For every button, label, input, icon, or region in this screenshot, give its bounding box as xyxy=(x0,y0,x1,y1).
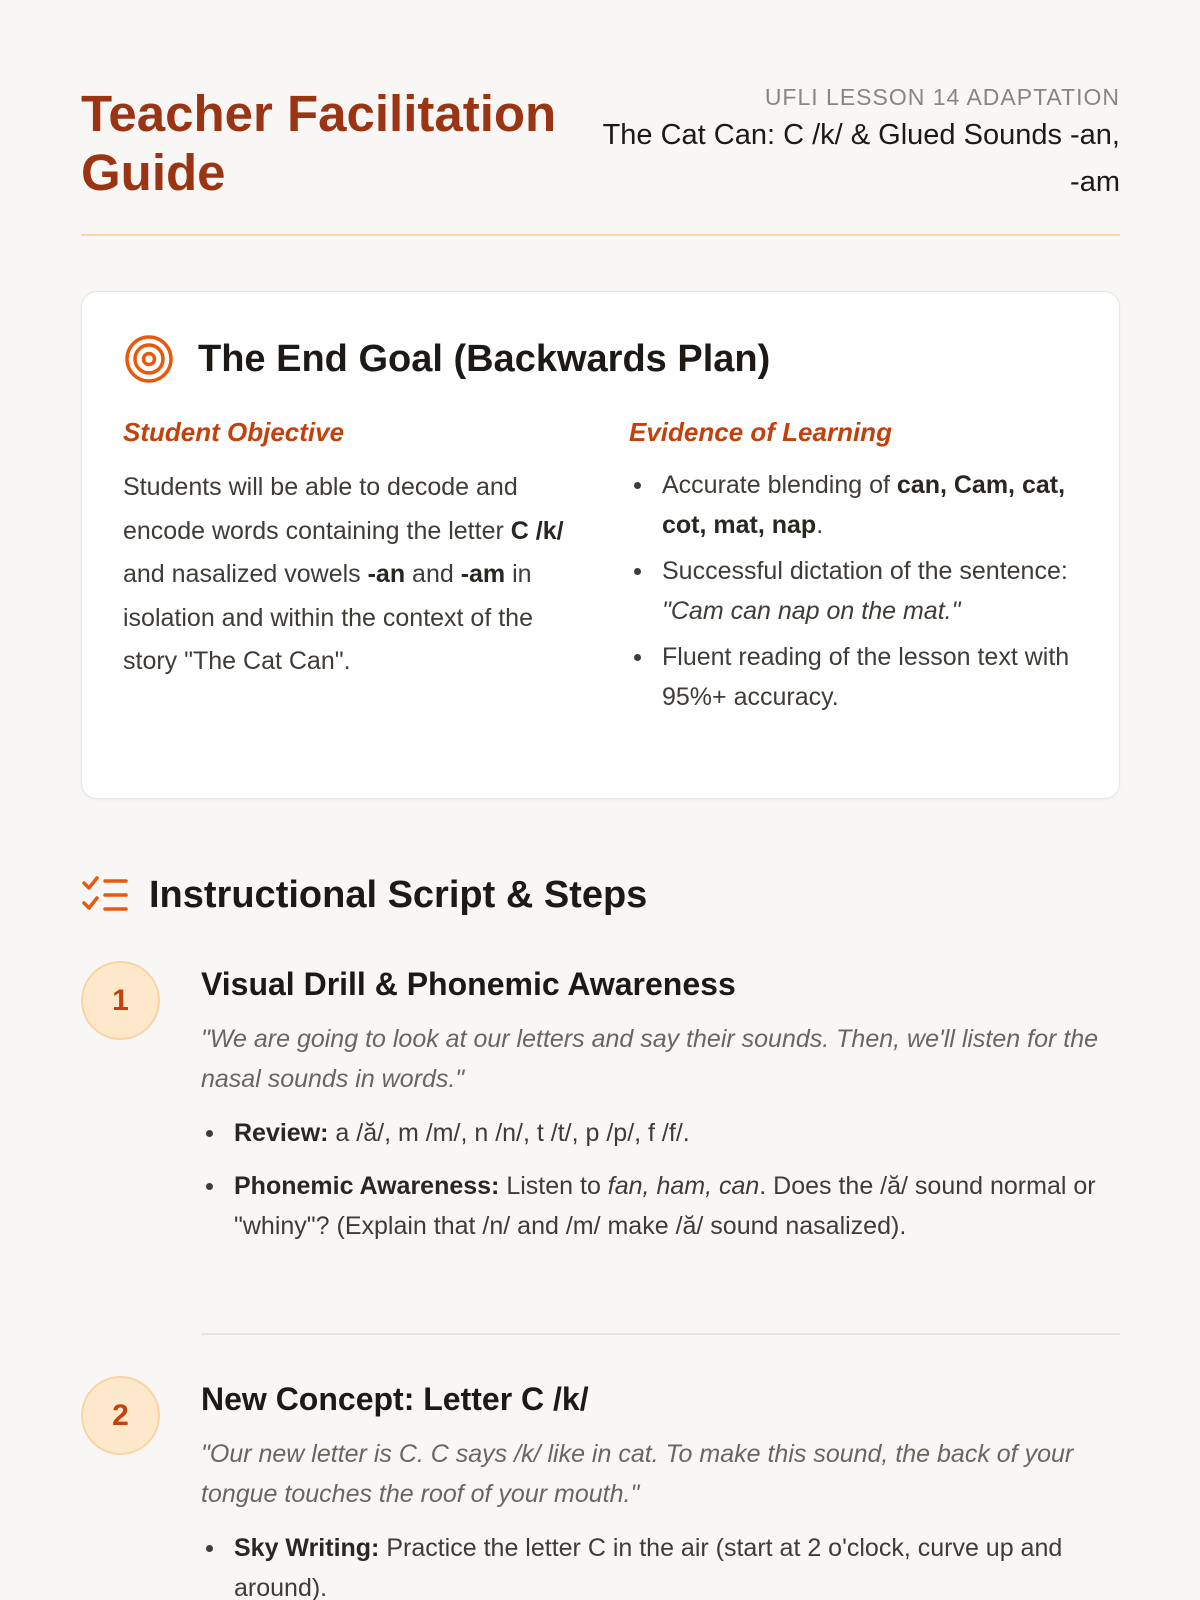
checklist-icon xyxy=(81,875,129,915)
list-item: Fluent reading of the lesson text with 95%+ accuracy. xyxy=(629,637,1089,717)
step-number-badge: 2 xyxy=(81,1376,160,1455)
target-icon xyxy=(124,334,174,384)
step-title: Visual Drill & Phonemic Awareness xyxy=(201,966,736,1002)
step-script-quote: "We are going to look at our letters and say their sounds. Then, we'll listen for the nasal sounds in words." xyxy=(201,1025,1098,1093)
student-objective xyxy=(123,416,583,684)
step-body xyxy=(201,961,1120,1259)
list-item: Accurate blending of can, Cam, cat, cot, mat, nap. xyxy=(629,465,1089,545)
lesson-meta xyxy=(600,84,1120,206)
list-item: Review: a /ă/, m /m/, n /n/, t /t/, p /p/, f /f/. xyxy=(201,1113,1120,1153)
page-header xyxy=(81,84,1120,236)
list-item: Phonemic Awareness: Listen to fan, ham, can. Does the /ă/ sound normal or "whiny"? (Explain that /n/ and /m/ make /ă/ sound nasalized). xyxy=(201,1166,1120,1246)
steps-section-title: Instructional Script & Steps xyxy=(149,873,648,916)
step-number-badge: 1 xyxy=(81,961,160,1040)
evidence-list xyxy=(629,465,1089,717)
end-goal-card xyxy=(81,291,1120,799)
end-goal-header xyxy=(124,334,770,384)
step-script-quote: "Our new letter is C. C says /k/ like in cat. To make this sound, the back of your tongue touches the roof of your mouth." xyxy=(201,1440,1074,1508)
evidence-heading: Evidence of Learning xyxy=(629,417,892,447)
step-title: New Concept: Letter C /k/ xyxy=(201,1381,589,1417)
steps-section-header xyxy=(81,870,647,920)
page-title: Teacher Facilitation Guide xyxy=(81,85,557,201)
step-bullets xyxy=(201,1113,1120,1246)
step-bullets xyxy=(201,1528,1120,1600)
end-goal-title: The End Goal (Backwards Plan) xyxy=(198,337,771,380)
lesson-label: UFLI LESSON 14 ADAPTATION xyxy=(764,84,1120,110)
evidence-of-learning xyxy=(629,416,1089,723)
list-item: Sky Writing: Practice the letter C in the air (start at 2 o'clock, curve up and around). xyxy=(201,1528,1120,1600)
objective-text: Students will be able to decode and encode words containing the letter C /k/ and nasalized vowels -an and -am in isolation and within the context of the story "The Cat Can". xyxy=(123,473,564,675)
step-body xyxy=(201,1376,1120,1600)
list-item: Successful dictation of the sentence: "Cam can nap on the mat." xyxy=(629,551,1089,631)
step-divider xyxy=(201,1333,1120,1335)
lesson-subtitle: The Cat Can: C /k/ & Glued Sounds -an, -am xyxy=(602,119,1120,198)
objective-heading: Student Objective xyxy=(123,417,345,447)
